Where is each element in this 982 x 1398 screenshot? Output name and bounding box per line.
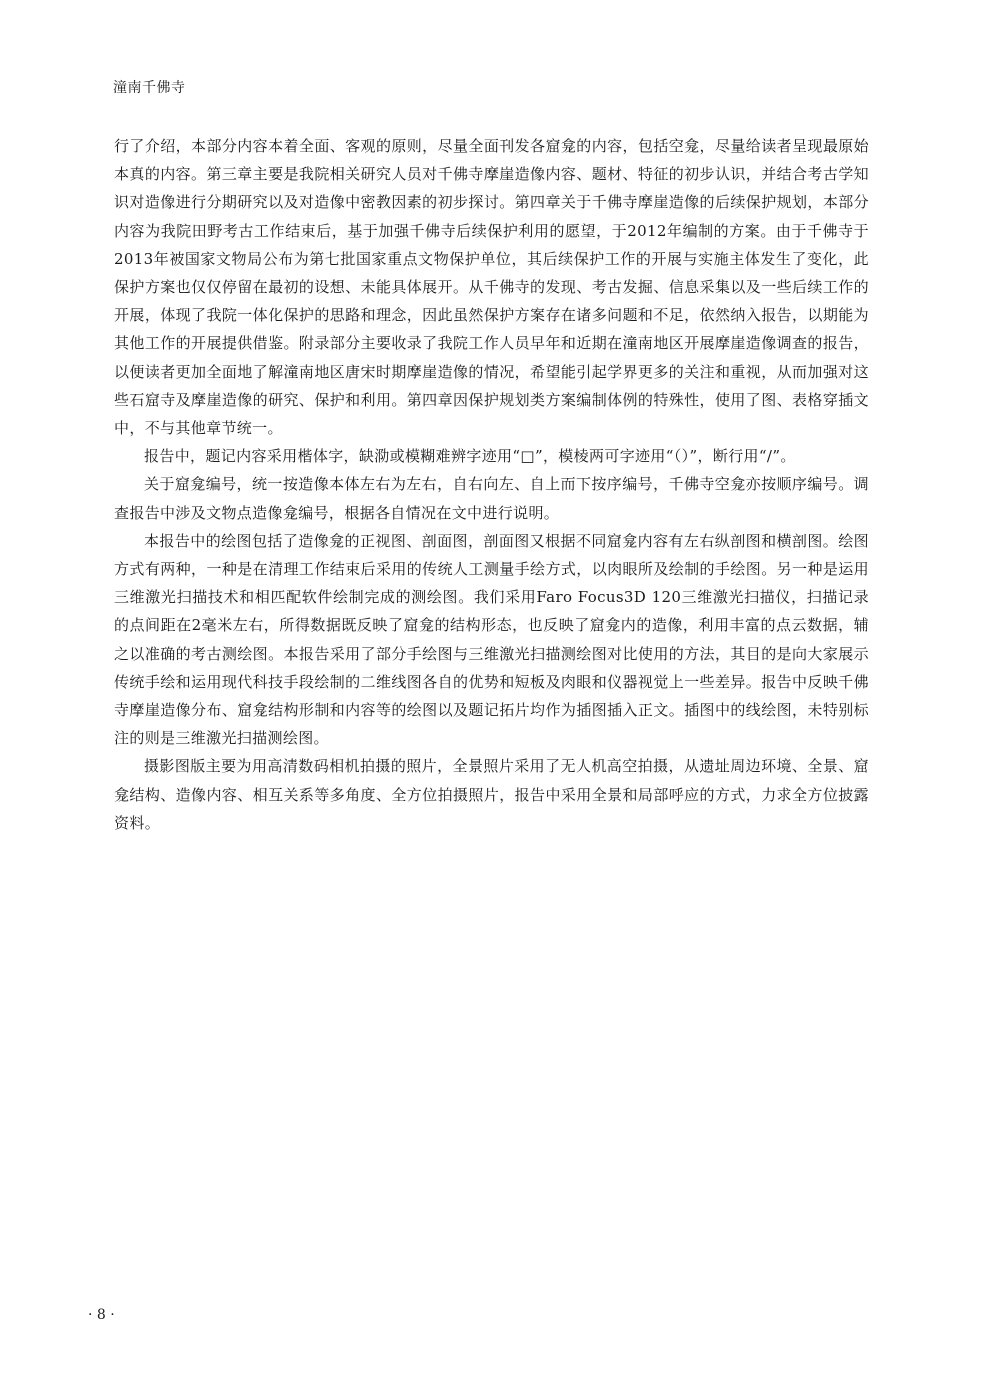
paragraph-continuation: 行了介绍，本部分内容本着全面、客观的原则，尽量全面刊发各窟龛的内容，包括空龛，尽量给读者呈现最原始本真的内容。第三章主要是我院相关研究人员对千佛寺摩崖造像内容、题材、特征的初步认识，并结合考古学知识对造像进行分期研究以及对造像中密教因素的初步探讨。第四章关于千佛寺摩崖造像的后续保护规划，本部分内容为我院田野考古工作结束后，基于加强千佛寺后续保护利用的愿望，于2012年编制的方案。由于千佛寺于2013年被国家文物局公布为第七批国家重点文物保护单位，其后续保护工作的开展与实施主体发生了变化，此保护方案也仅仅停留在最初的设想、未能具体展开。从千佛寺的发现、考古发掘、信息采集以及一些后续工作的开展，体现了我院一体化保护的思路和理念，因此虽然保护方案存在诸多问题和不足，依然纳入报告，以期能为其他工作的开展提供借鉴。附录部分主要收录了我院工作人员早年和近期在潼南地区开展摩崖造像调查的报告，以便读者更加全面地了解潼南地区唐宋时期摩崖造像的情况，希望能引起学界更多的关注和重视，从而加强对这些石窟寺及摩崖造像的研究、保护和利用。第四章因保护规划类方案编制体例的特殊性，使用了图、表格穿插文中，不与其他章节统一。 <box>114 137 869 438</box>
running-header-title: 潼南千佛寺 <box>113 80 186 96</box>
page-number: · 8 · <box>88 1307 115 1323</box>
paragraph-drawings: 本报告中的绘图包括了造像龛的正视图、剖面图，剖面图又根据不同窟龛内容有左右纵剖图和横剖图。绘图方式有两种，一种是在清理工作结束后采用的传统人工测量手绘方式，以肉眼所及绘制的手绘图。另一种是运用三维激光扫描技术和相匹配软件绘制完成的测绘图。我们采用Faro Focus3D 120三维激光扫描仪，扫描记录的点间距在2毫米左右，所得数据既反映了窟龛的结构形态，也反映了窟龛内的造像，利用丰富的点云数据，辅之以准确的考古测绘图。本报告采用了部分手绘图与三维激光扫描测绘图对比使用的方法，其目的是向大家展示传统手绘和运用现代科技手段绘制的二维线图各自的优势和短板及肉眼和仪器视觉上一些差异。报告中反映千佛寺摩崖造像分布、窟龛结构形制和内容等的绘图以及题记拓片均作为插图插入正文。插图中的线绘图，未特别标注的则是三维激光扫描测绘图。 <box>114 531 869 748</box>
paragraph-niche-numbering: 关于窟龛编号，统一按造像本体左右为左右，自右向左、自上而下按序编号，千佛寺空龛亦按顺序编号。调查报告中涉及文物点造像龛编号，根据各自情况在文中进行说明。 <box>114 475 869 522</box>
body-text <box>114 132 869 837</box>
paragraph-inscription-conventions: 报告中，题记内容采用楷体字，缺泐或模糊难辨字迹用“□”，模棱两可字迹用“（）”，断行用“/”。 <box>144 447 796 466</box>
paragraph-photography: 摄影图版主要为用高清数码相机拍摄的照片，全景照片采用了无人机高空拍摄，从遗址周边环境、全景、窟龛结构、造像内容、相互关系等多角度、全方位拍摄照片，报告中采用全景和局部呼应的方式，力求全方位披露资料。 <box>114 757 869 832</box>
